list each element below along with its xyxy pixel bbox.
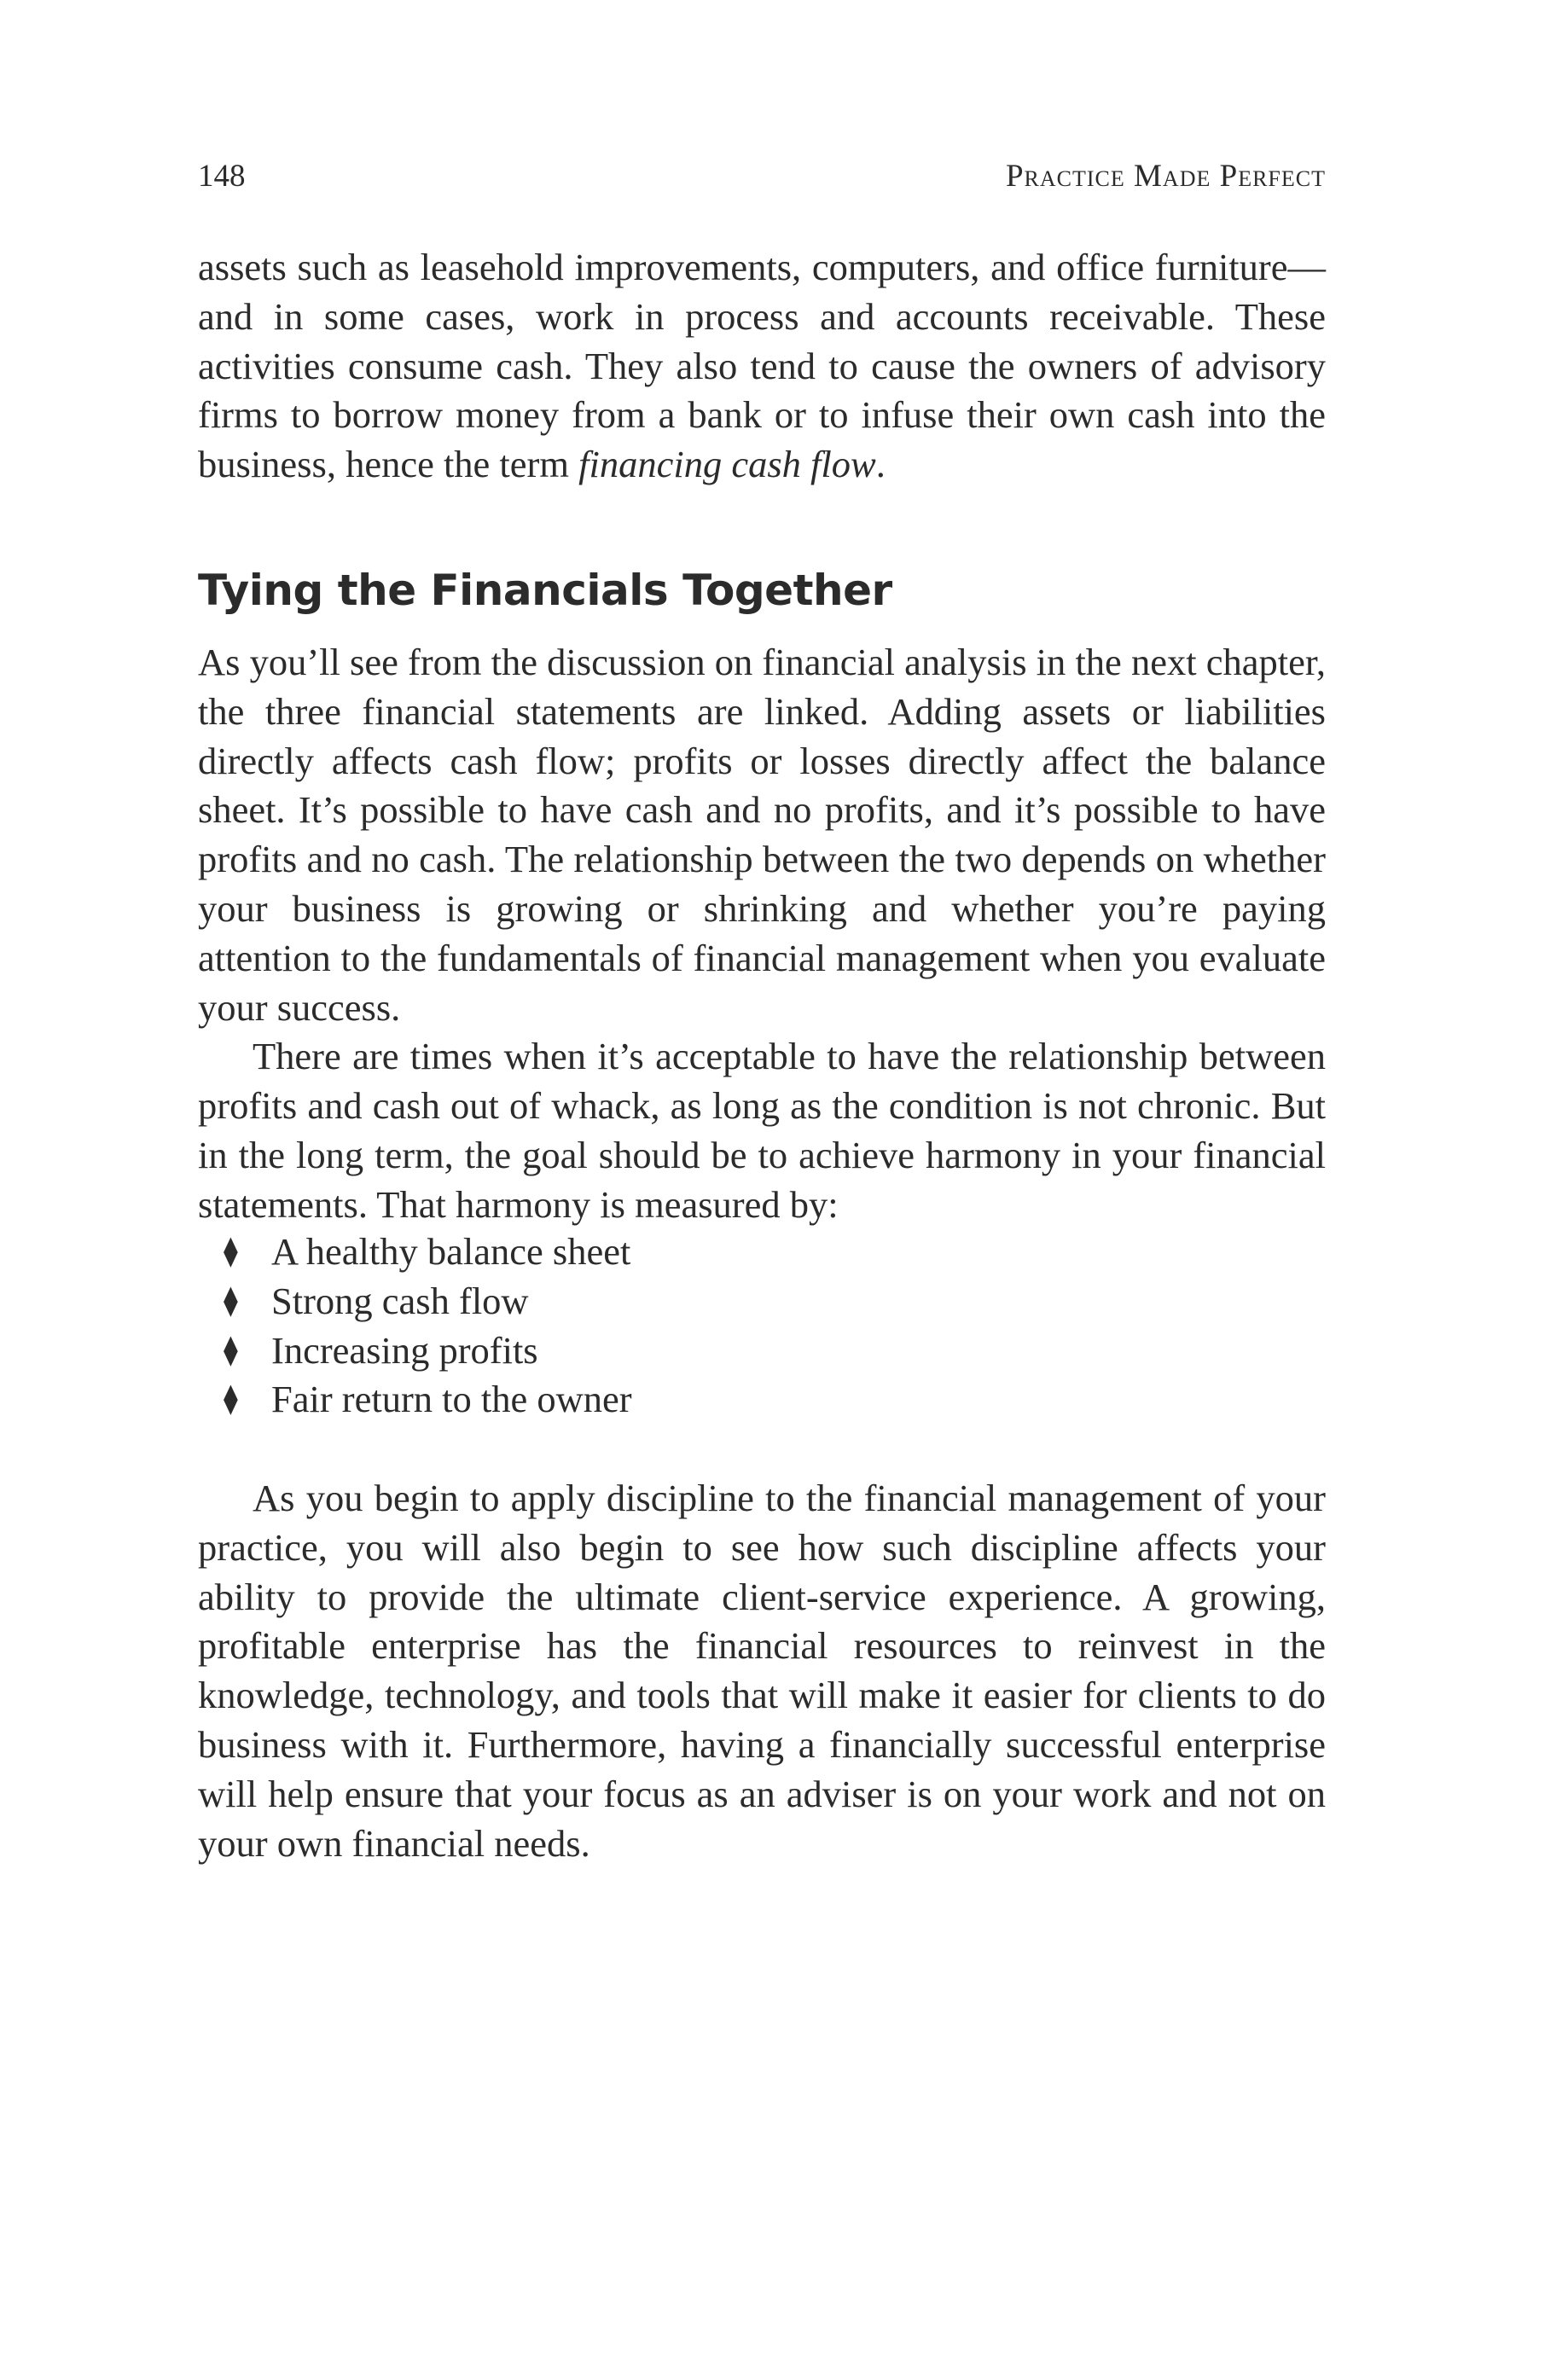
- diamond-bullet-icon: ⧫: [224, 1332, 238, 1367]
- section-paragraph-2: There are times when it’s acceptable to have the relationship between profits and cash out of whack, as long as the condition is not chronic. But in the long term, the goal should be to achieve harmony in your financial statements. That harmony is measured by:: [198, 1035, 1326, 1226]
- list-item: [198, 1277, 1326, 1326]
- diamond-bullet-icon: ⧫: [224, 1283, 238, 1318]
- list-item-label: Fair return to the owner: [271, 1378, 632, 1421]
- list-item: [198, 1228, 1326, 1277]
- closing-paragraph-block: [198, 1474, 1326, 1868]
- opening-paragraph-end: .: [875, 443, 886, 486]
- list-item-label: Strong cash flow: [271, 1279, 529, 1322]
- list-item: [198, 1326, 1326, 1376]
- list-item-label: Increasing profits: [271, 1328, 538, 1372]
- diamond-bullet-icon: ⧫: [224, 1234, 238, 1268]
- page-number: 148: [198, 159, 246, 194]
- section-paragraph-3: As you begin to apply discipline to the financial management of your practice, you will also begin to see how such discipline affects your ability to provide the ultimate client-service experience. A growing, profitable enterprise has the financial resources to reinvest in the knowledge, technology, and tools that will make it easier for clients to do business with it. Furthermore, having a financially successful enterprise will help ensure that your focus as an adviser is on your work and not on your own financial needs.: [198, 1477, 1326, 1865]
- list-item: [198, 1375, 1326, 1425]
- italic-term: financing cash flow: [578, 443, 876, 486]
- diamond-bullet-icon: ⧫: [224, 1382, 238, 1417]
- list-item-label: A healthy balance sheet: [271, 1230, 631, 1273]
- running-title: Practice Made Perfect: [1005, 159, 1326, 194]
- opening-paragraph-text: assets such as leasehold improvements, computers, and office furniture—and in some cases, work in process and accounts receivable. These activities consume cash. They also tend to cause the owners of advisory firms to borrow money from a bank or to infuse their own cash into the business, hence the term: [198, 246, 1326, 486]
- opening-paragraph: [198, 243, 1326, 490]
- harmony-measures-list: [198, 1228, 1326, 1425]
- section-paragraphs-top: [198, 638, 1326, 1230]
- section-heading: Tying the Financials Together: [198, 566, 892, 615]
- opening-paragraph-block: [198, 243, 1326, 490]
- running-head: [198, 155, 1326, 198]
- section-paragraph-1: As you’ll see from the discussion on financial analysis in the next chapter, the three financial statements are linked. Adding assets or liabilities directly affects cash flow; profits or losses directly affect the balance sheet. It’s possible to have cash and no profits, and it’s possible to have profits and no cash. The relationship between the two depends on whether your business is growing or shrinking and whether you’re paying attention to the fundamentals of financial management when you evaluate your success.: [198, 641, 1326, 1029]
